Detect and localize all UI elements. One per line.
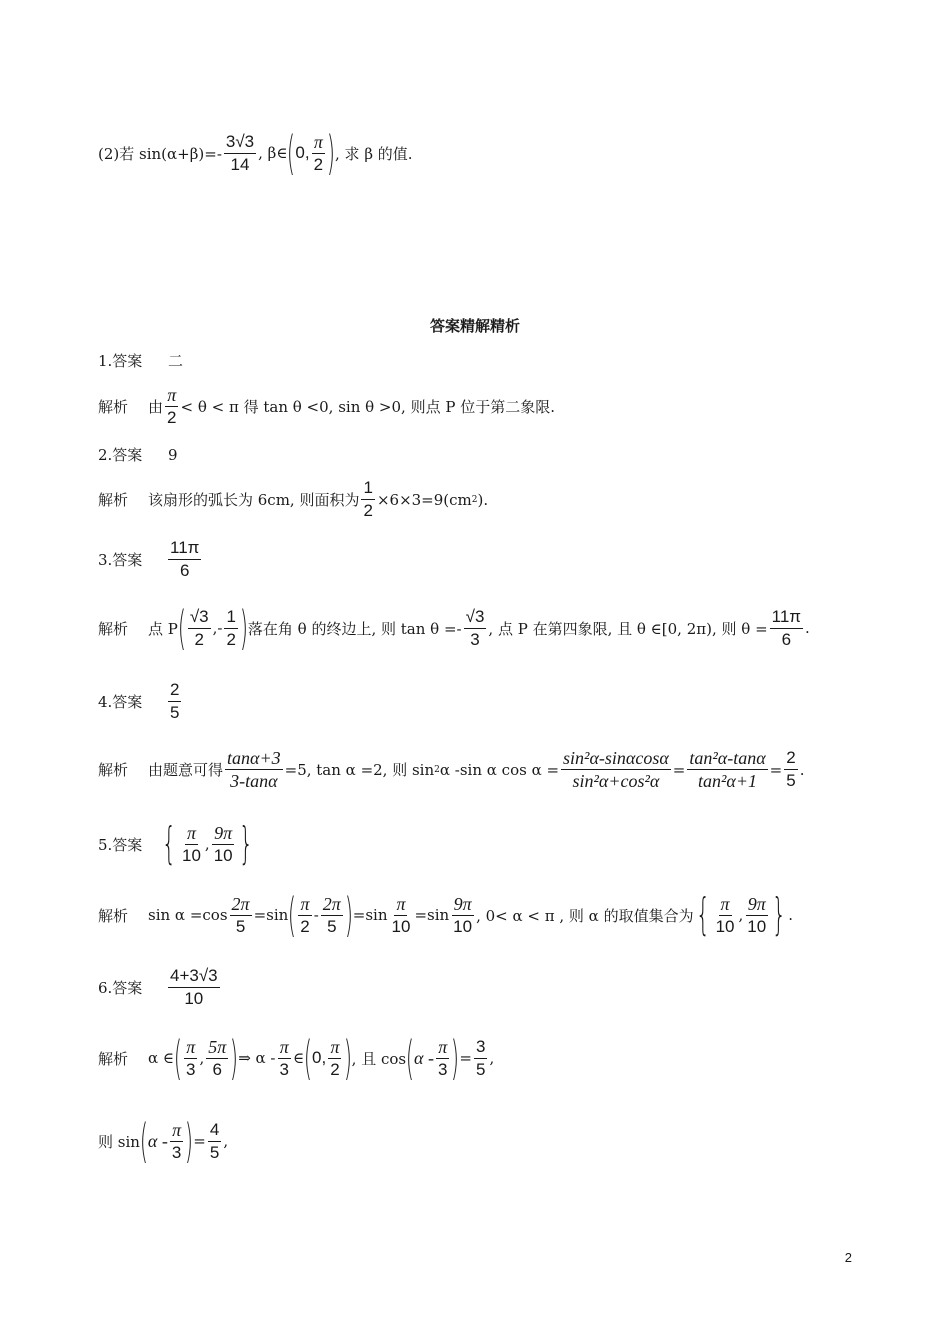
analysis-6-cont: 则 sin ( α - $\frac{\pi}{3}$ ) = $\frac{4}{5}$ , — [98, 1114, 229, 1168]
q2-prefix: (2)若 sin(α+β)=- — [98, 144, 222, 163]
q2-half-pi: $\frac{\pi}{2}$ — [313, 131, 324, 174]
q2-fraction: $\frac{3√3}{14}$ — [225, 131, 255, 174]
answer-2: 2.答案 9 — [98, 445, 178, 464]
analysis-5: 解析 sin α =cos $\frac{2\pi}{5}$ =sin ( $\frac{\pi}{2}$ - $\frac{2\pi}{5}$ ) =sin $\frac{\pi}{10}$ =sin $\frac{9\pi}{10}$ , 0< α < π , 则 α 的取值集合为 { $\frac{\pi}{10}$ , $\frac{9\pi}{10}$ } . — [98, 888, 793, 942]
answer-5: 5.答案 { $\frac{\pi}{10}$ , $\frac{9\pi}{10}$ } — [98, 818, 253, 869]
analysis-6: 解析 α ∈ ( $\frac{\pi}{3}$ , $\frac{5\pi}{6}$ ) ⇒ α - $\frac{\pi}{3}$ ∈ ( 0, $\frac{\pi}{2}$ ) , 且 cos ( α - $\frac{\pi}{3}$ ) = $\frac{3}{5}$ , — [98, 1031, 495, 1085]
analysis-1: 解析 由 $\frac{\pi}{2}$ < θ < π 得 tan θ <0, sin θ >0, 则点 P 位于第二象限. — [98, 385, 555, 427]
page-number: 2 — [844, 1250, 852, 1265]
answer-1: 1.答案 二 — [98, 352, 184, 370]
answer-4: 4.答案 $\frac{2}{5}$ — [98, 680, 180, 722]
section-title: 答案精解精析 — [429, 317, 520, 335]
analysis-2: 解析 该扇形的弧长为 6cm, 则面积为 $\frac{1}{2}$ ×6×3=9(cm 2 ). — [98, 478, 489, 520]
analysis-3: 解析 点 P ( $\frac{√3}{2}$ ,- $\frac{1}{2}$ ) 落在角 θ 的终边上, 则 tan θ =- $\frac{√3}{3}$ , 点 P 在第四象限, 且 θ ∈[0, 2π), 则 θ = $\frac{11\pi}{6}$ . — [98, 601, 810, 655]
analysis-4: 解析 由题意可得 $\frac{\tan\alpha+3}{3-\tan\alpha}$ =5, tan α =2, 则 sin 2 α -sin α cos α = $\frac{\text{sin²α-sinαcosα}}{\text{sin²α+cos²α}}$ = $\frac{\text{tan²α-tanα}}{\text{tan²α+1}}$ = $\frac{2}{5}$ . — [98, 748, 805, 791]
question-2: (2)若 sin(α+β)=- $\frac{3√3}{14}$ , β∈ ( 0, $\frac{\pi}{2}$ ) , 求 β 的值. — [98, 126, 413, 180]
q2-mid: , β∈ — [258, 144, 288, 162]
answer-6: 6.答案 $\frac{4+3√3}{10}$ — [98, 966, 218, 1008]
answer-3: 3.答案 $\frac{11\pi}{6}$ — [98, 538, 200, 580]
q2-suffix: , 求 β 的值. — [335, 144, 413, 163]
